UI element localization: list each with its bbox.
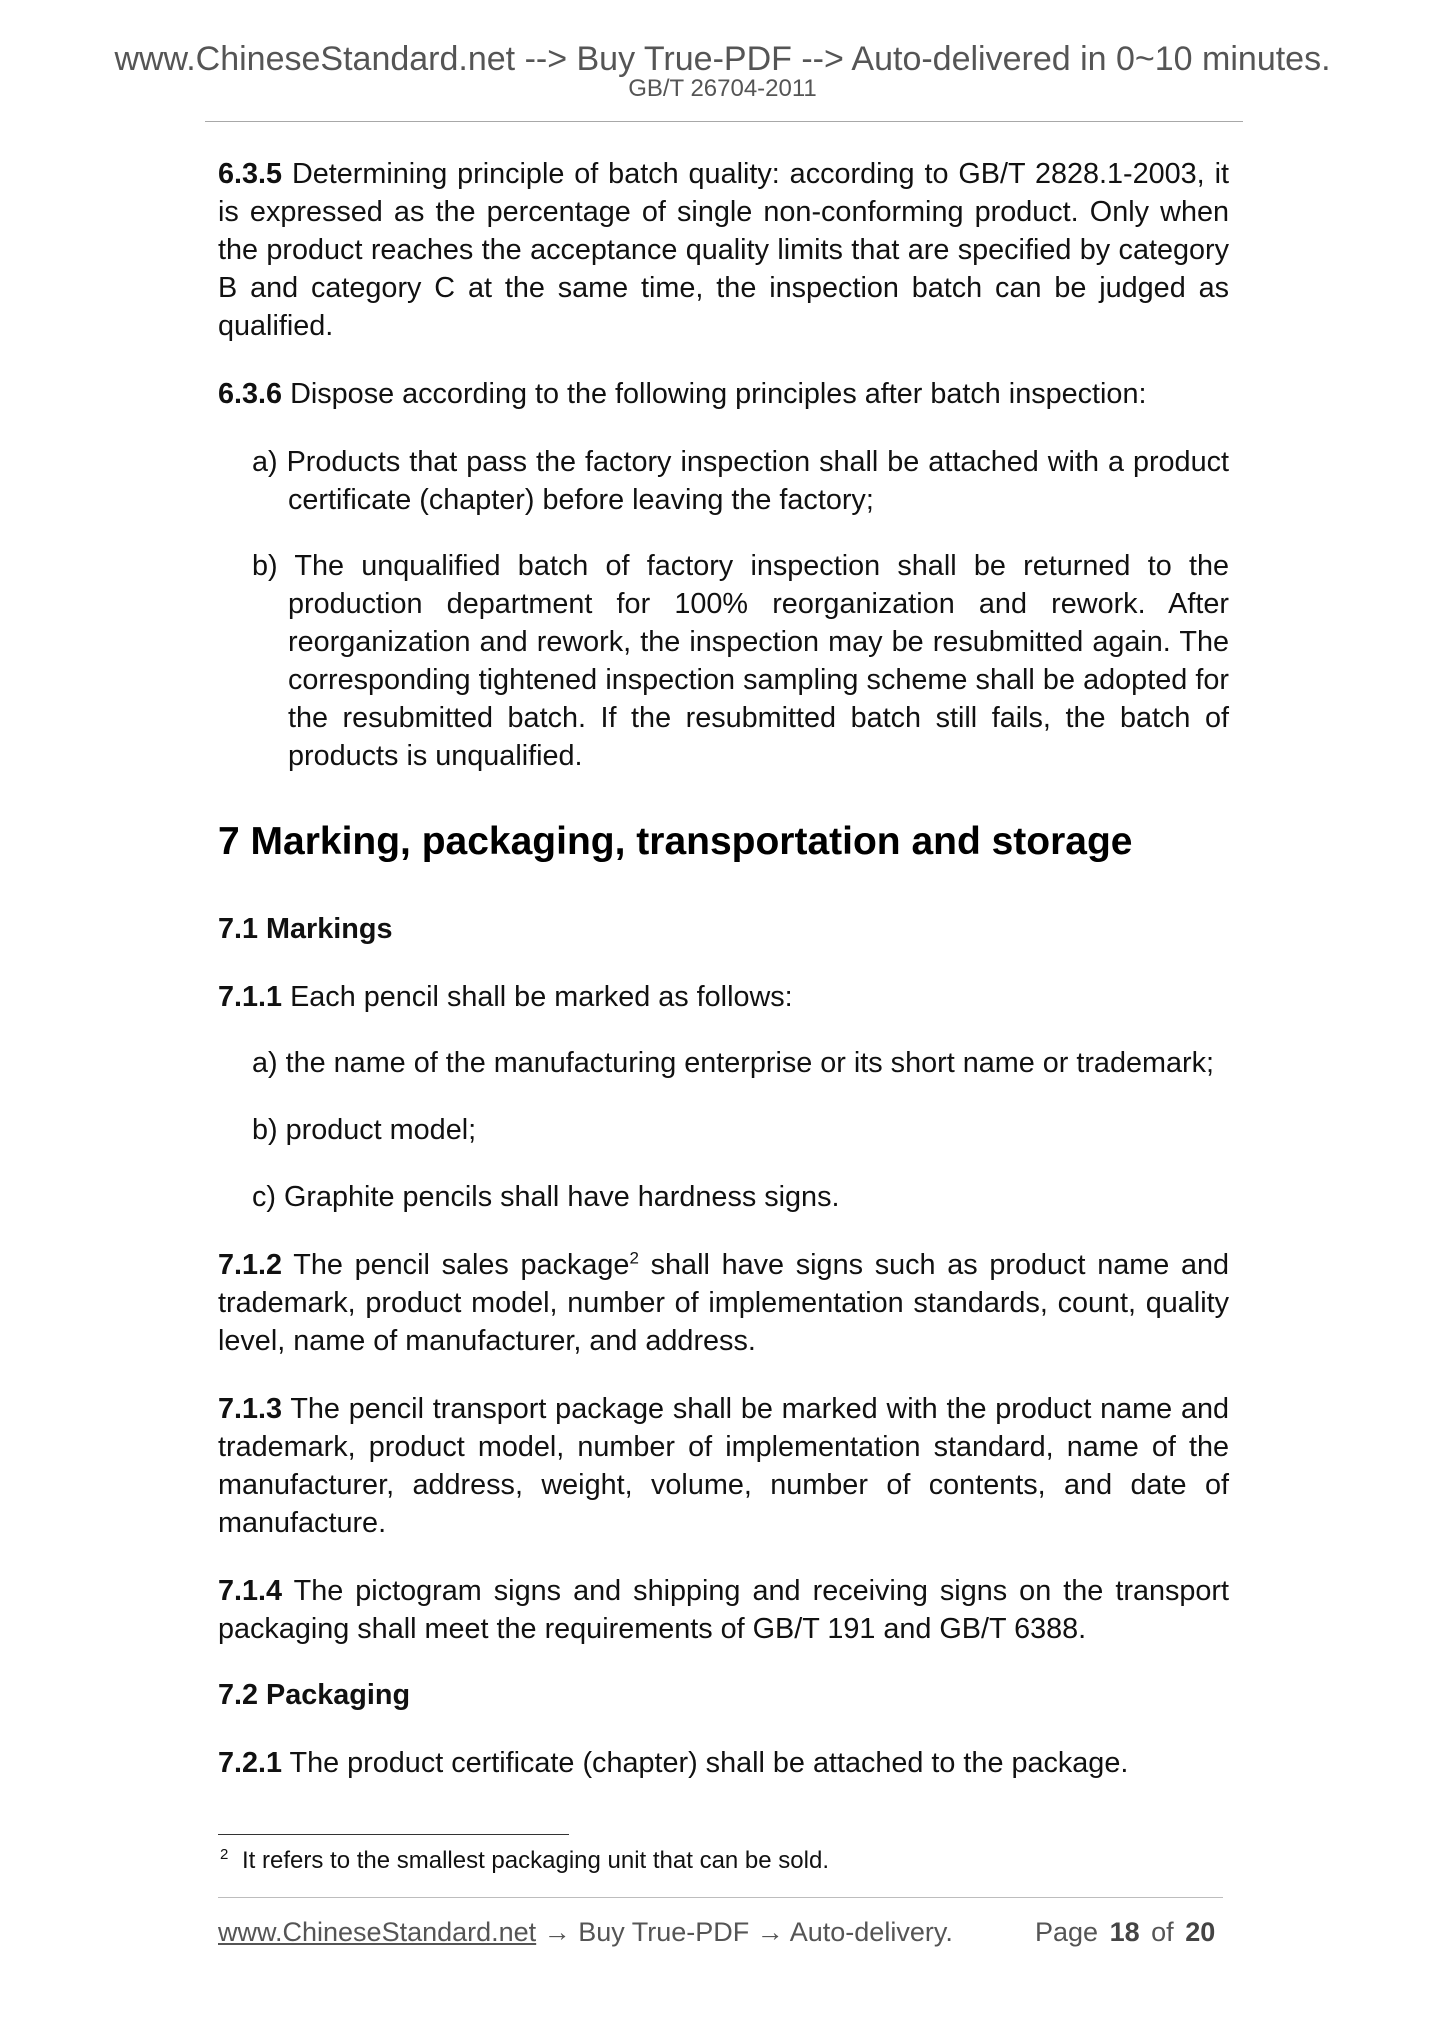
clause-number: 7.1.1: [218, 981, 283, 1013]
clause-7-1-1: [218, 978, 1229, 1016]
clause-7-2-1: [218, 1744, 1229, 1782]
clause-7-1-2: [218, 1246, 1229, 1360]
header-standard-code: GB/T 26704-2011: [628, 75, 817, 102]
list-item-line: [252, 1044, 1229, 1082]
clause-number: 7.2.1: [218, 1747, 283, 1779]
list-item-line: [252, 1178, 1229, 1216]
footnote-divider: [218, 1834, 569, 1835]
list-item-line: certificate (chapter) before leaving the factory;: [288, 484, 874, 516]
clause-7-1-4: [218, 1572, 1229, 1648]
clause-line: is expressed as the percentage of single non-conforming product. Only when: [218, 196, 1229, 228]
clause-text: Determining principle of batch quality: according to GB/T 2828.1-2003, it: [291, 158, 1229, 190]
list-item-b: [252, 547, 1229, 775]
clause-7-1-3: [218, 1390, 1229, 1542]
section-7-2: [218, 1676, 1229, 1714]
footer-promo: [218, 1915, 953, 1949]
clause-line: [218, 375, 1229, 413]
clause-line: level, name of manufacturer, and address.: [218, 1325, 756, 1357]
list-item-c: [252, 1178, 1229, 1216]
section-7-1: [218, 910, 1229, 948]
clause-text: The product certificate (chapter) shall be attached to the package.: [289, 1747, 1129, 1779]
list-marker: a): [252, 446, 278, 478]
clause-text: shall have signs such as product name and: [650, 1249, 1229, 1281]
footnote: 2 It refers to the smallest packaging unit that can be sold.: [220, 1846, 829, 1874]
clause-6-3-6: [218, 375, 1229, 413]
list-item-line: production department for 100% reorganization and rework. After: [288, 588, 1229, 620]
page-of-label: of: [1151, 1917, 1174, 1947]
clause-line: B and category C at the same time, the inspection batch can be judged as: [218, 272, 1229, 304]
page-indicator: [1035, 1915, 1215, 1949]
clause-line: trademark, product model, number of implementation standard, name of the: [218, 1431, 1229, 1463]
clause-text: Dispose according to the following principles after batch inspection:: [290, 378, 1147, 410]
list-marker: a): [252, 1047, 278, 1079]
clause-line: the product reaches the acceptance quality limits that are specified by category: [218, 234, 1229, 266]
page-label: Page: [1035, 1917, 1099, 1947]
list-item-line: products is unqualified.: [288, 740, 583, 772]
total-pages: 20: [1185, 1917, 1216, 1947]
header-divider: [205, 121, 1243, 122]
list-item-line: [252, 547, 1229, 585]
list-marker: b): [252, 1114, 278, 1146]
footer-divider: [218, 1897, 1223, 1898]
clause-line: manufacture.: [218, 1507, 387, 1539]
clause-text: The pencil transport package shall be marked with the product name and: [290, 1393, 1229, 1425]
list-marker: b): [252, 550, 278, 582]
list-item-text: Graphite pencils shall have hardness signs.: [284, 1181, 840, 1213]
clause-text: The pencil sales package: [293, 1249, 630, 1281]
clause-line: [218, 1246, 1229, 1284]
list-item-text: The unqualified batch of factory inspection shall be returned to the: [294, 550, 1230, 582]
clause-line: [218, 1390, 1229, 1428]
section-heading: 7.1 Markings: [218, 913, 393, 945]
list-item-a: [252, 1044, 1229, 1082]
footer-site-link[interactable]: www.ChineseStandard.net: [218, 1917, 537, 1947]
clause-text: Each pencil shall be marked as follows:: [290, 981, 793, 1013]
clause-number: 6.3.6: [218, 378, 283, 410]
page-number: 18: [1109, 1917, 1140, 1947]
list-item-text: Products that pass the factory inspection shall be attached with a product: [286, 446, 1229, 478]
clause-number: 7.1.4: [218, 1575, 283, 1607]
footnote-text: It refers to the smallest packaging unit that can be sold.: [242, 1847, 829, 1874]
clause-number: 7.1.3: [218, 1393, 283, 1425]
clause-line: packaging shall meet the requirements of GB/T 191 and GB/T 6388.: [218, 1613, 1087, 1645]
list-item-line: [252, 1111, 1229, 1149]
clause-line: trademark, product model, number of implementation standards, count, quality: [218, 1287, 1229, 1319]
clause-number: 7.1.2: [218, 1249, 283, 1281]
clause-text: The pictogram signs and shipping and receiving signs on the transport: [293, 1575, 1230, 1607]
clause-number: 6.3.5: [218, 158, 283, 190]
clause-line: manufacturer, address, weight, volume, number of contents, and date of: [218, 1469, 1229, 1501]
footnote-reference: 2: [629, 1248, 639, 1268]
list-item-a: [252, 443, 1229, 519]
clause-line: [218, 155, 1229, 193]
header-site-line: www.ChineseStandard.net --> Buy True-PDF --> Auto-delivered in 0~10 minutes.: [114, 40, 1331, 78]
clause-line: qualified.: [218, 310, 334, 342]
section-heading: 7.2 Packaging: [218, 1679, 411, 1711]
chapter-heading: 7 Marking, packaging, transportation and storage: [218, 820, 1133, 863]
list-item-line: reorganization and rework, the inspection may be resubmitted again. The: [288, 626, 1229, 658]
footer-promo-text: → Buy True-PDF → Auto-delivery.: [543, 1917, 953, 1947]
list-item-text: product model;: [285, 1114, 477, 1146]
list-item-text: the name of the manufacturing enterprise or its short name or trademark;: [285, 1047, 1214, 1079]
clause-6-3-5: [218, 155, 1229, 345]
list-marker: c): [252, 1181, 276, 1213]
clause-line: [218, 1744, 1229, 1782]
list-item-b: [252, 1111, 1229, 1149]
list-item-line: [252, 443, 1229, 481]
list-item-line: the resubmitted batch. If the resubmitted batch still fails, the batch of: [288, 702, 1229, 734]
clause-line: [218, 978, 1229, 1016]
clause-line: [218, 1572, 1229, 1610]
list-item-line: corresponding tightened inspection sampling scheme shall be adopted for: [288, 664, 1229, 696]
